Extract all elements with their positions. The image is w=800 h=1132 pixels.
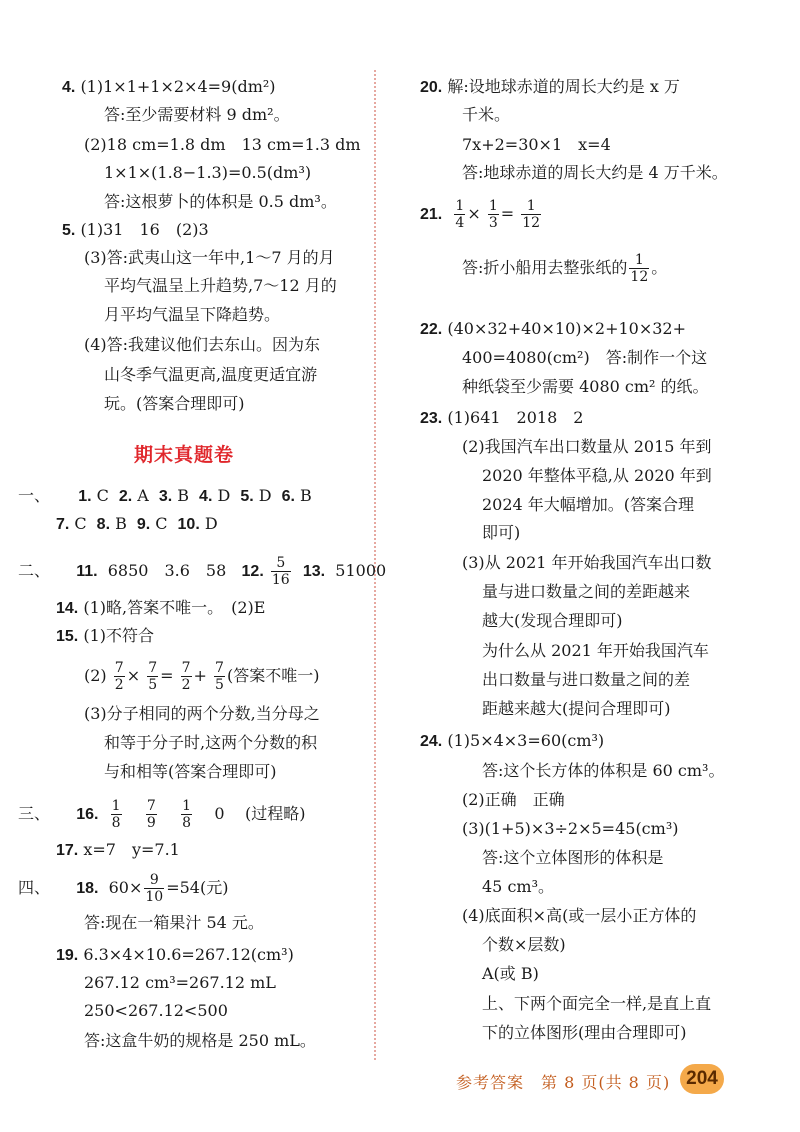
q12-number: 12. [241, 563, 264, 580]
q4-part1: (1)1×1+1×2×4=9(dm²) [80, 77, 276, 96]
q4-line3: (2)18 cm=1.8 dm 13 cm=1.3 dm [84, 135, 361, 154]
q15-f2-num: 7 [148, 660, 158, 676]
q17-answer: x=7 y=7.1 [83, 840, 180, 859]
q15-f2-den: 5 [148, 677, 158, 693]
q21-af-num: 1 [629, 252, 649, 269]
q15-fraction3 [181, 660, 192, 693]
q15-fraction1 [114, 660, 125, 693]
mc-answer [199, 486, 230, 505]
q4-line1 [62, 76, 276, 98]
q16-f3-den: 8 [182, 815, 192, 831]
q21-answer-pre: 答:折小船用去整张纸的 [462, 258, 628, 277]
q18-pre: 60× [108, 878, 143, 897]
q15-line2 [84, 658, 319, 694]
q5-line6: 山冬季气温更高,温度更适宜游 [104, 365, 318, 384]
part2-row1 [18, 555, 387, 588]
q21-answer-post: 。 [651, 258, 668, 277]
page-footer: 参考答案 第 8 页(共 8 页) [456, 1073, 671, 1092]
mc-answer [56, 514, 87, 533]
mc-answer [240, 486, 271, 505]
q16-f2-den: 9 [146, 815, 156, 831]
q15-number: 15. [56, 628, 79, 645]
q5-line5: (4)答:我建议他们去东山。因为东 [84, 335, 321, 354]
q15-f4-num: 7 [215, 660, 224, 676]
q19-number: 19. [56, 947, 79, 964]
q22-line3: 种纸袋至少需要 4080 cm² 的纸。 [462, 377, 709, 396]
q19-line2: 267.12 cm³=267.12 mL [84, 973, 276, 992]
q20-part1: 解:设地球赤道的周长大约是 x 万 [447, 77, 680, 96]
mc-question-number: 9. [136, 516, 151, 533]
mc-choice: C [69, 514, 87, 533]
q5-number: 5. [62, 222, 76, 239]
q22-number: 22. [420, 321, 443, 338]
q16-f1-num: 1 [111, 798, 121, 814]
q23-line9: 为什么从 2021 年开始我国汽车 [482, 641, 709, 660]
mc-choice: D [199, 514, 218, 533]
q23-line10: 出口数量与进口数量之间的差 [482, 670, 691, 689]
q24-line4: (3)(1+5)×3÷2×5=45(cm³) [462, 819, 679, 838]
q15-line5: 与和相等(答案合理即可) [104, 762, 277, 781]
q15-part2-label: (2) [84, 666, 107, 685]
q23-line1 [420, 407, 583, 429]
q15-op3: + [193, 666, 207, 685]
mc-question-number: 4. [199, 488, 213, 505]
q23-line2: (2)我国汽车出口数量从 2015 年到 [462, 437, 712, 456]
q18-answer: 答:现在一箱果汁 54 元。 [84, 913, 264, 932]
mc-question-number: 10. [177, 516, 200, 533]
q12-denominator: 16 [271, 572, 290, 588]
mc-choice: D [212, 486, 231, 505]
q21-f1-num: 1 [455, 198, 465, 214]
q15-f3-num: 7 [181, 660, 191, 676]
part3-label: 三、 [18, 804, 51, 823]
q23-part1: (1)641 2018 2 [447, 408, 584, 427]
q21-f3-num: 1 [521, 198, 541, 215]
q15-f3-den: 2 [181, 677, 191, 693]
q12-numerator: 5 [271, 555, 291, 572]
q20-line1 [420, 76, 680, 98]
q16-number: 16. [76, 806, 99, 823]
part4-row1 [18, 870, 228, 906]
q4-line2: 答:至少需要材料 9 dm²。 [104, 105, 290, 124]
mc-answer [282, 486, 312, 505]
mc-question-number: 6. [281, 488, 295, 505]
q15-op2: = [160, 666, 174, 685]
q24-line5: 答:这个立体图形的体积是 [482, 848, 664, 867]
mc-choice: B [172, 486, 190, 505]
q23-line6: (3)从 2021 年开始我国汽车出口数 [462, 553, 712, 572]
mc-choice: C [91, 486, 109, 505]
q16-f1-den: 8 [111, 815, 121, 831]
q23-line3: 2020 年整体平稳,从 2020 年到 [482, 466, 712, 485]
q24-line6: 45 cm³。 [482, 877, 554, 896]
q21-answer-fraction [629, 252, 649, 285]
q5-part1: (1)31 16 (2)3 [80, 220, 209, 239]
q5-line1 [62, 219, 209, 241]
q18-f-num: 9 [144, 872, 164, 889]
mc-answer [159, 486, 189, 505]
q4-number: 4. [62, 79, 76, 96]
q24-line10: 上、下两个面完全一样,是直上直 [482, 994, 712, 1013]
q21-f2-num: 1 [488, 198, 498, 214]
q16-fraction3 [181, 798, 192, 831]
q24-line2: 答:这个长方体的体积是 60 cm³。 [482, 761, 725, 780]
mc-answer [178, 514, 218, 533]
q14-number: 14. [56, 600, 79, 617]
q23-line11: 距越来越大(提问合理即可) [482, 699, 671, 718]
part1-answers-row2 [56, 514, 228, 533]
q21-af-den: 12 [630, 269, 649, 285]
q5-line3: 平均气温呈上升趋势,7～12 月的 [104, 276, 337, 295]
part1-answers-row1 [78, 486, 322, 505]
q20-line3: 7x+2=30×1 x=4 [462, 135, 611, 154]
q21-fraction2 [488, 198, 499, 231]
q24-number: 24. [420, 733, 443, 750]
q19-line1 [56, 944, 294, 966]
q15-f1-num: 7 [114, 660, 124, 676]
q21-op1: × [467, 204, 481, 223]
q5-line2: (3)答:武夷山这一年中,1～7 月的月 [84, 248, 335, 267]
mc-question-number: 7. [56, 516, 70, 533]
q24-line7: (4)底面积×高(或一层小正方体的 [462, 906, 697, 925]
q5-line4: 月平均气温呈下降趋势。 [104, 305, 281, 324]
q21-f2-den: 3 [488, 215, 498, 231]
q24-line3: (2)正确 正确 [462, 790, 565, 809]
q21-fraction3 [521, 198, 541, 231]
q21-f3-den: 12 [522, 215, 541, 231]
page-number-badge: 204 [680, 1064, 724, 1094]
mc-choice: B [294, 486, 312, 505]
part1-row1 [18, 485, 322, 507]
q14-line [56, 597, 265, 619]
q19-line4: 答:这盒牛奶的规格是 250 mL。 [84, 1031, 316, 1050]
q17-line [56, 839, 180, 861]
q13-number: 13. [302, 563, 326, 580]
mc-question-number: 3. [158, 488, 173, 505]
mc-choice: C [150, 514, 168, 533]
mc-answer [137, 514, 168, 533]
q5-line7: 玩。(答案合理即可) [104, 394, 245, 413]
part4-label: 四、 [18, 878, 51, 897]
q12-fraction [271, 555, 291, 588]
mc-question-number: 8. [96, 516, 111, 533]
q22-line2: 400=4080(cm²) 答:制作一个这 [462, 348, 708, 367]
q15-f1-den: 2 [114, 677, 124, 693]
q21-f1-den: 4 [455, 215, 465, 231]
q15-part1: (1)不符合 [83, 626, 155, 645]
q21-answer [462, 250, 667, 286]
part1-row2 [56, 513, 228, 535]
q20-line4: 答:地球赤道的周长大约是 4 万千米。 [462, 163, 728, 182]
mc-answer [119, 486, 149, 505]
q24-line8: 个数×层数) [482, 935, 566, 954]
q4-line4: 1×1×(1.8−1.3)=0.5(dm³) [104, 163, 312, 182]
mc-choice: B [110, 514, 127, 533]
mc-answer [78, 486, 109, 505]
part1-label: 一、 [18, 486, 51, 505]
q21-op2: = [500, 204, 515, 223]
q15-f4-den: 5 [215, 677, 224, 693]
q11-number: 11. [76, 563, 98, 580]
q18-fraction [144, 872, 164, 905]
q24-line1 [420, 730, 604, 752]
q23-line8: 越大(发现合理即可) [482, 611, 623, 630]
q18-number: 18. [76, 880, 99, 897]
q19-line3: 250<267.12<500 [84, 1001, 228, 1020]
q16-f3-num: 1 [182, 798, 192, 814]
mc-question-number: 2. [118, 488, 133, 505]
mc-choice: A [132, 486, 149, 505]
mc-question-number: 1. [78, 488, 92, 505]
q21-fraction1 [454, 198, 465, 231]
q16-f2-num: 7 [146, 798, 156, 814]
q4-line5: 答:这根萝卜的体积是 0.5 dm³。 [104, 192, 337, 211]
q14-answer: (1)略,答案不唯一。 (2)E [83, 598, 266, 617]
q16-fraction1 [111, 798, 122, 831]
q17-number: 17. [56, 842, 79, 859]
q15-fraction2 [147, 660, 158, 693]
q16-zero: 0 [214, 804, 225, 823]
q15-line1 [56, 625, 154, 647]
q11-answer: 6850 3.6 58 [107, 561, 227, 580]
q15-op1: × [126, 666, 141, 685]
part2-label: 二、 [18, 561, 51, 580]
q16-note: (过程略) [244, 804, 306, 823]
q23-line5: 即可) [482, 523, 521, 542]
q18-post: =54(元) [166, 878, 229, 897]
q15-fraction4 [214, 660, 225, 693]
mc-choice: D [253, 486, 272, 505]
q23-line7: 量与进口数量之间的差距越来 [482, 582, 691, 601]
q24-line9: A(或 B) [482, 964, 539, 983]
q21-line1 [420, 196, 543, 232]
q22-line1 [420, 318, 686, 340]
q24-part1: (1)5×4×3=60(cm³) [447, 731, 605, 750]
mc-answer [97, 514, 127, 533]
part3-row1 [18, 796, 305, 832]
q16-fraction2 [146, 798, 157, 831]
q22-part1: (40×32+40×10)×2+10×32+ [447, 319, 687, 338]
q18-f-den: 10 [145, 889, 164, 905]
q24-line11: 下的立体图形(理由合理即可) [482, 1023, 687, 1042]
q23-line4: 2024 年大幅增加。(答案合理 [482, 495, 695, 514]
q21-number: 21. [420, 206, 443, 223]
q15-line3: (3)分子相同的两个分数,当分母之 [84, 704, 320, 723]
q15-part2-note: (答案不唯一) [226, 666, 320, 685]
q20-number: 20. [420, 79, 443, 96]
section-title: 期末真题卷 [134, 444, 235, 466]
q20-line2: 千米。 [462, 105, 511, 124]
q15-line4: 和等于分子时,这两个分数的积 [104, 733, 318, 752]
q19-part1: 6.3×4×10.6=267.12(cm³) [83, 945, 294, 964]
q13-answer: 51000 [335, 561, 387, 580]
mc-question-number: 5. [240, 488, 254, 505]
q23-number: 23. [420, 410, 443, 427]
